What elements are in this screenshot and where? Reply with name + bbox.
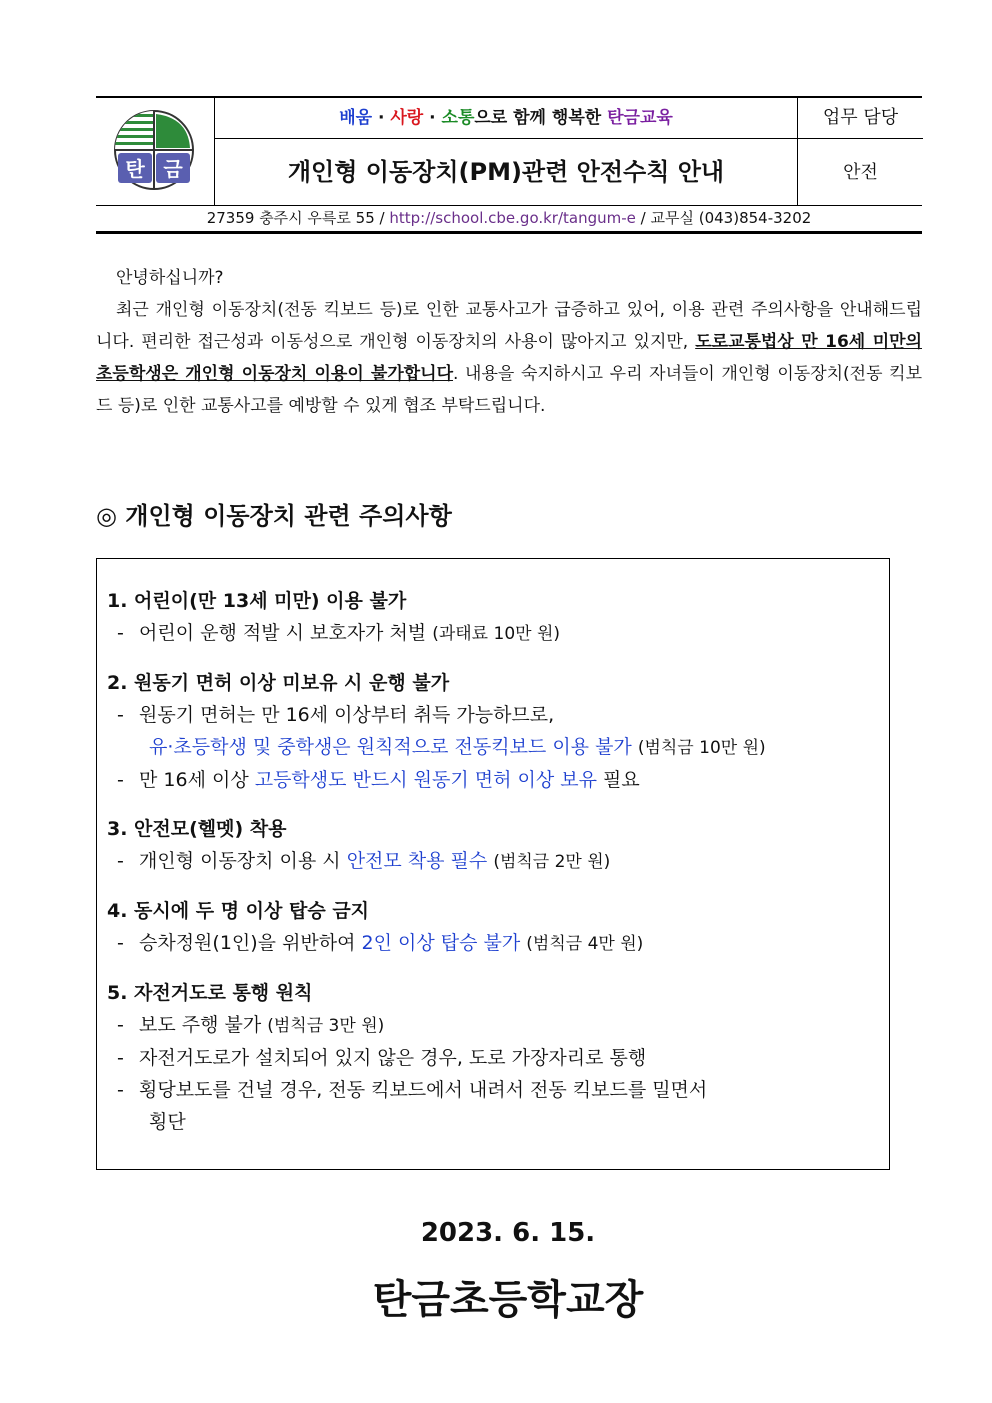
dash: - [117, 1047, 124, 1069]
line-text: 횡단 [149, 1111, 186, 1133]
logo-cell [96, 98, 215, 206]
dash: - [117, 850, 124, 872]
dash: - [117, 932, 124, 954]
line-note: (범칙금 2만 원) [493, 852, 611, 872]
line-text: 만 16세 이상 [139, 769, 255, 791]
line-note: (범칙금 3만 원) [267, 1016, 385, 1036]
item-line [107, 927, 887, 960]
item-title: 4. 동시에 두 명 이상 탑승 금지 [107, 900, 370, 922]
precaution-item-2 [107, 667, 887, 796]
motto-part: 배움 [339, 108, 373, 128]
dash: - [117, 704, 124, 726]
school-url-link[interactable]: http://school.cbe.go.kr/tangum-e [389, 209, 636, 227]
line-text: 횡당보도를 건널 경우, 전동 킥보드에서 내려서 전동 킥보드를 밀면서 [139, 1079, 708, 1101]
line-text: 자전거도로가 설치되어 있지 않은 경우, 도로 가장자리로 통행 [139, 1047, 647, 1069]
line-note: (범칙금 4만 원) [526, 934, 644, 954]
line-emphasis: 안전모 착용 필수 [346, 850, 488, 872]
motto-part: 으로 함께 행복한 [474, 108, 608, 128]
intro-text [96, 262, 922, 422]
greeting: 안녕하십니까? [116, 268, 224, 288]
dash: - [117, 1014, 124, 1036]
item-line [107, 845, 887, 878]
precautions-box [96, 558, 890, 1170]
section-title: ◎ 개인형 이동장치 관련 주의사항 [96, 502, 452, 530]
item-title: 3. 안전모(헬멧) 착용 [107, 818, 287, 840]
department-column [797, 98, 923, 206]
line-text: 보도 주행 불가 [139, 1014, 268, 1036]
item-line [107, 1106, 887, 1138]
line-text: 필요 [596, 769, 640, 791]
item-line [107, 699, 887, 731]
school-motto [215, 98, 797, 139]
motto-part: · [372, 108, 391, 128]
item-title: 5. 자전거도로 통행 원칙 [107, 982, 313, 1004]
line-emphasis: 2인 이상 탑승 불가 [361, 932, 521, 954]
dash: - [117, 622, 124, 644]
motto-part: 사랑 [390, 108, 424, 128]
precaution-item-1 [107, 585, 887, 650]
item-title: 1. 어린이(만 13세 미만) 이용 불가 [107, 590, 407, 612]
line-note: (과태료 10만 원) [432, 624, 561, 644]
logo-text-2: 금 [163, 157, 183, 181]
school-address [96, 206, 922, 230]
line-text: 개인형 이동장치 이용 시 [139, 850, 347, 872]
intro-p1: 최근 개인형 이동장치(전동 킥보드 등)로 인한 교통사고가 급증하고 있어, 이용 관련 주의사항을 안내해드립니다. 편리한 접근성과 이동성으로 개인형 이동장치의 사용이 많아지고 있지만, [96, 300, 922, 352]
item-line [107, 731, 887, 764]
school-logo [112, 108, 196, 192]
line-emphasis: 유·초등학생 및 중학생은 원칙적으로 전동킥보드 이용 불가 [149, 736, 632, 758]
item-line [107, 1042, 887, 1074]
item-line [107, 764, 887, 796]
address-bottom-rule [96, 231, 922, 234]
document-header [96, 98, 922, 206]
dash: - [117, 1079, 124, 1101]
line-emphasis: 고등학생도 반드시 원동기 면허 이상 보유 [254, 769, 597, 791]
document-date: 2023. 6. 15. [420, 1218, 596, 1248]
item-line [107, 1009, 887, 1042]
motto-part: 탄금교육 [607, 108, 673, 128]
intro-p1-end: . 내용을 숙지하시고 우리 자녀들이 개인형 이동장치(전동 킥보드 등)로 인한 교통사고를 예방할 수 있게 협조 부탁드립니다. [96, 364, 922, 416]
line-text: 어린이 운행 적발 시 보호자가 처벌 [139, 622, 427, 644]
line-text: 승차정원(1인)을 위반하여 [139, 932, 362, 954]
dash: - [117, 769, 124, 791]
department-value: 안전 [843, 162, 878, 183]
logo-text-1: 탄 [125, 157, 145, 181]
line-note: (범칙금 10만 원) [637, 738, 766, 758]
item-title: 2. 원동기 면허 이상 미보유 시 운행 불가 [107, 672, 450, 694]
motto-part: · [423, 108, 442, 128]
precaution-item-4 [107, 895, 887, 960]
intro-paragraph [96, 294, 922, 422]
motto-part: 소통 [441, 108, 475, 128]
department-label: 업무 담당 [798, 98, 923, 139]
item-line [107, 617, 887, 650]
address-suffix: / 교무실 (043)854-3202 [635, 209, 812, 227]
signer-title: 탄금초등학교장 [372, 1277, 644, 1323]
document-title: 개인형 이동장치(PM)관련 안전수칙 안내 [287, 158, 725, 186]
intro-underlined: 도로교통법상 만 16세 미만의 초등학생은 개인형 이동장치 이용이 불가합니다 [96, 332, 922, 384]
precaution-item-3 [107, 813, 887, 878]
precaution-item-5 [107, 977, 887, 1138]
address-prefix: 27359 충주시 우륵로 55 / [206, 209, 390, 227]
item-line [107, 1074, 887, 1106]
line-text: 원동기 면허는 만 16세 이상부터 취득 가능하므로, [139, 704, 555, 726]
